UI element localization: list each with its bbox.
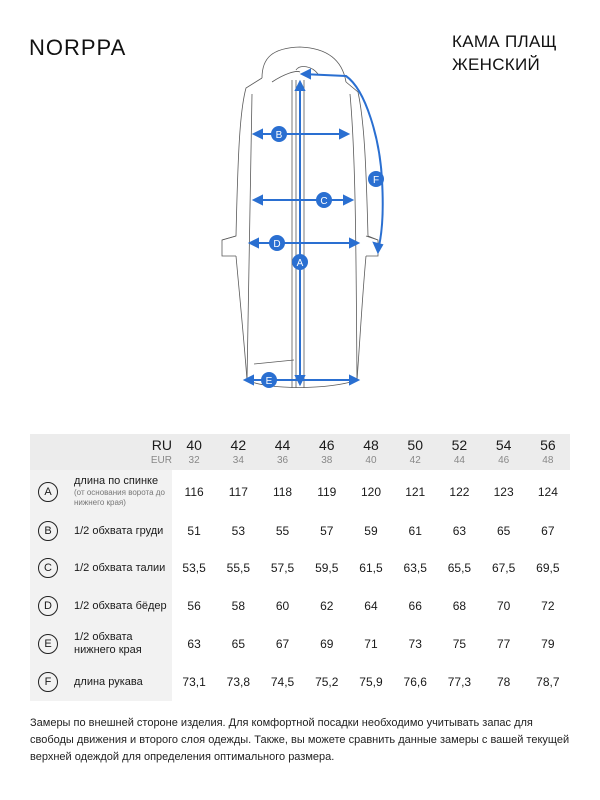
size-ru: 42 [230,437,247,453]
table-cell: 67 [275,637,290,651]
size-eur: 42 [409,455,421,466]
table-cell: 74,5 [270,675,295,689]
table-cell: 67,5 [491,561,516,575]
measure-letter-badge: A [38,482,58,502]
table-cell: 65 [496,524,511,538]
table-cell: 69 [320,637,334,651]
table-cell: 68 [452,599,467,613]
table-cell: 63 [452,524,467,538]
product-title-line1: КАМА ПЛАЩ [452,32,557,51]
table-cell: 61 [408,524,422,538]
measure-name-text: длина рукава [74,675,143,688]
measure-name [74,631,172,657]
measure-name [74,600,167,613]
size-ru: 56 [540,437,556,453]
table-cell: 119 [317,484,337,499]
measurement-note: Замеры по внешней стороне изделия. Для комфортной посадки необходимо учитывать запас для свободы движения и второго слоя одежды. Также, вы можете сравнить данные замеры с вашей текущей верхней одеждой для определения оптимального размера. [30,717,570,763]
table-cell: 64 [364,599,378,613]
row-values [172,524,570,538]
table-cell: 63 [187,637,201,651]
table-cell: 72 [541,599,555,613]
size-ru: 52 [451,437,468,453]
marker-a-label: A [296,258,304,269]
eur-label: EUR [150,455,172,466]
row-label-cell [30,513,172,549]
table-cell: 73,8 [226,675,250,689]
measure-name-text: 1/2 обхвата груди [74,524,164,537]
table-row [30,663,570,701]
size-eur: 40 [365,455,377,466]
row-values [172,485,570,499]
table-cell: 55,5 [226,561,250,575]
table-cell: 69,5 [536,561,560,575]
measure-name [74,562,165,575]
table-cell: 75,2 [315,675,339,689]
row-label-cell [30,549,172,587]
table-cell: 63,5 [403,561,427,575]
marker-b-label: B [275,130,283,141]
table-row [30,625,570,663]
row-label-cell [30,470,172,513]
size-ru: 46 [318,437,335,453]
size-ru: 48 [363,437,379,453]
table-cell: 61,5 [359,561,383,575]
size-column-header [216,434,260,470]
ru-label: RU [151,437,172,453]
measure-name-text: длина по спинке [74,475,159,487]
size-table-header [30,434,570,470]
size-column-header [482,434,526,470]
size-column-header [260,434,304,470]
table-cell: 66 [408,599,422,613]
table-row [30,587,570,625]
size-ru: 40 [186,437,202,453]
row-values [172,561,570,575]
table-cell: 123 [493,484,514,499]
table-cell: 67 [541,524,555,538]
table-cell: 53,5 [182,561,206,575]
size-eur: 46 [498,455,510,466]
table-cell: 62 [320,599,334,613]
table-cell: 57,5 [270,561,295,575]
table-cell: 79 [541,637,555,651]
measure-subnote: (от основания ворота до нижнего края) [74,488,165,507]
table-cell: 53 [231,524,245,538]
product-title [452,30,557,76]
table-cell: 120 [360,484,381,499]
table-cell: 65 [231,637,245,651]
size-column-header [305,434,349,470]
table-cell: 124 [537,484,558,499]
table-cell: 58 [231,599,245,613]
measure-letter-badge: B [38,521,58,541]
table-cell: 60 [275,599,290,613]
table-cell: 118 [272,484,293,499]
measure-name [74,525,163,538]
table-cell: 71 [364,637,378,651]
measure-name-text: 1/2 обхвата нижнего края [74,631,142,656]
table-cell: 78 [496,675,511,689]
table-cell: 51 [187,524,201,538]
measure-name [74,676,143,689]
measure-letter-badge: F [38,672,58,692]
table-row [30,549,570,587]
size-eur: 36 [276,455,289,466]
size-columns [172,434,570,470]
size-eur: 38 [321,455,333,466]
table-cell: 57 [320,524,334,538]
table-cell: 121 [405,484,426,499]
size-column-header [172,434,216,470]
size-table [30,434,570,701]
size-ru: 54 [495,437,512,453]
row-label-cell [30,663,172,701]
marker-e-label: E [265,376,273,387]
size-column-header [349,434,393,470]
table-cell: 56 [187,599,201,613]
size-column-header [526,434,570,470]
table-cell: 78,7 [536,675,560,689]
table-cell: 75 [452,637,467,651]
size-ru: 44 [274,437,291,453]
marker-f-label: F [372,175,380,186]
table-cell: 65,5 [447,561,472,575]
table-cell: 117 [228,484,248,499]
table-cell: 73,1 [182,675,206,689]
marker-c-label: C [320,196,328,207]
measure-name [74,475,172,508]
size-eur: 32 [188,455,200,466]
brand-logo: NORPPA [29,35,127,60]
size-ru: 50 [407,437,423,453]
measure-letter-badge: D [38,596,58,616]
size-eur: 48 [542,455,554,466]
row-label-cell [30,625,172,663]
table-cell: 77,3 [447,675,472,689]
measure-letter-badge: E [38,634,58,654]
size-eur: 44 [453,455,465,466]
measure-name-text: 1/2 обхвата талии [74,561,166,574]
size-column-header [437,434,481,470]
row-label-cell [30,587,172,625]
table-cell: 70 [496,599,511,613]
table-row [30,513,570,549]
measure-name-text: 1/2 обхвата бёдер [74,599,167,612]
size-eur: 34 [232,455,244,466]
measure-letter-badge: C [38,558,58,578]
table-row [30,470,570,513]
row-values [172,599,570,613]
table-cell: 59,5 [315,561,339,575]
table-cell: 75,9 [359,675,383,689]
table-cell: 122 [449,484,470,499]
size-column-header [393,434,437,470]
marker-d-label: D [273,239,281,250]
table-cell: 73 [408,637,422,651]
row-values [172,637,570,651]
row-values [172,675,570,689]
product-title-line2: ЖЕНСКИЙ [452,55,541,74]
table-cell: 59 [364,524,378,538]
table-cell: 116 [184,484,204,499]
size-table-body [30,470,570,701]
coat-diagram [210,40,400,400]
table-cell: 77 [496,637,511,651]
header-label-cell [30,434,172,470]
table-cell: 55 [275,524,290,538]
table-cell: 76,6 [403,675,427,689]
